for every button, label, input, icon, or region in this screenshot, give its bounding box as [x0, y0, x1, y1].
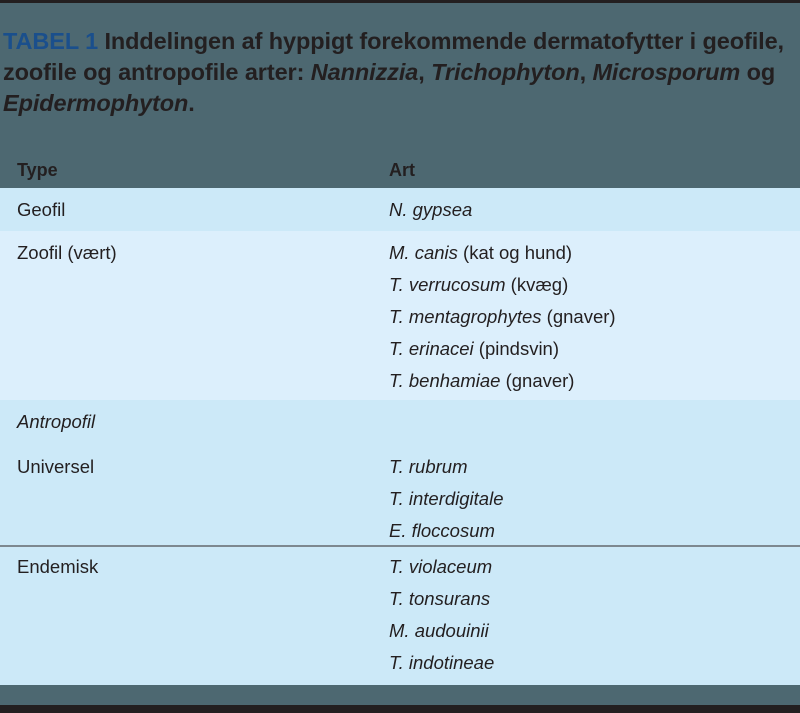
caption-separator: , [579, 59, 593, 85]
species-item [389, 333, 616, 365]
species-name: T. tonsurans [389, 588, 491, 609]
species-name: T. interdigitale [389, 488, 504, 509]
species-host: (gnaver) [500, 370, 575, 391]
species-name: E. floccosum [389, 520, 495, 541]
species-name: T. mentagrophytes [389, 306, 542, 327]
table-header [0, 150, 800, 188]
species-item [389, 269, 616, 301]
type-label: Zoofil (vært) [17, 242, 117, 263]
species-item [389, 515, 504, 547]
species-host: (kat og hund) [457, 242, 573, 263]
type-label: Geofil [17, 199, 66, 220]
table-caption [3, 26, 793, 119]
species-item [389, 483, 504, 515]
dermatophyte-table [0, 150, 800, 685]
species-name: M. canis [389, 242, 458, 263]
top-border [0, 0, 800, 3]
section-label-text: Antropofil [17, 411, 96, 432]
table-row-zoofil [0, 231, 800, 400]
caption-text: Inddelingen af hyppigt forekommende dermatofytter i geofile, zoofile og antropofile arter: [3, 28, 784, 85]
header-type: Type [17, 160, 58, 180]
art-cell [389, 551, 494, 679]
genus-microsporum: Microsporum [592, 59, 741, 85]
species-item [389, 583, 494, 615]
type-cell [17, 194, 65, 226]
species-host: (kvæg) [505, 274, 569, 295]
type-cell [17, 551, 98, 583]
species-name: T. benhamiae [389, 370, 501, 391]
bottom-border [0, 705, 800, 713]
table-row-antropofil-universel [0, 400, 800, 545]
species-item [389, 451, 504, 483]
species-host: (pindsvin) [473, 338, 560, 359]
art-cell [389, 237, 616, 397]
species-item [389, 647, 494, 679]
species-host: (gnaver) [541, 306, 616, 327]
species-name: M. audouinii [389, 620, 489, 641]
species-name: T. erinacei [389, 338, 474, 359]
species-item [389, 365, 616, 397]
species-name: T. verrucosum [389, 274, 506, 295]
table-row-endemisk [0, 547, 800, 685]
genus-epidermophyton: Epidermophyton [3, 90, 189, 116]
species-name: T. indotineae [389, 652, 495, 673]
species-item [389, 551, 494, 583]
type-cell [17, 406, 95, 483]
caption-separator: , [418, 59, 432, 85]
species-name: N. gypsea [389, 199, 473, 220]
type-label: Endemisk [17, 556, 99, 577]
species-name: T. rubrum [389, 456, 468, 477]
art-cell [389, 451, 504, 547]
species-item [389, 194, 472, 226]
species-item [389, 237, 616, 269]
table-label: TABEL 1 [3, 28, 99, 54]
header-art: Art [389, 160, 415, 180]
type-label: Universel [17, 456, 95, 477]
section-label [17, 406, 95, 438]
art-cell [389, 194, 472, 226]
genus-trichophyton: Trichophyton [431, 59, 580, 85]
caption-separator: og [740, 59, 776, 85]
type-cell [17, 237, 117, 269]
table-row-geofil [0, 188, 800, 231]
genus-nannizzia: Nannizzia [310, 59, 419, 85]
species-item [389, 301, 616, 333]
caption-end: . [188, 90, 195, 116]
species-item [389, 615, 494, 647]
species-name: T. violaceum [389, 556, 493, 577]
